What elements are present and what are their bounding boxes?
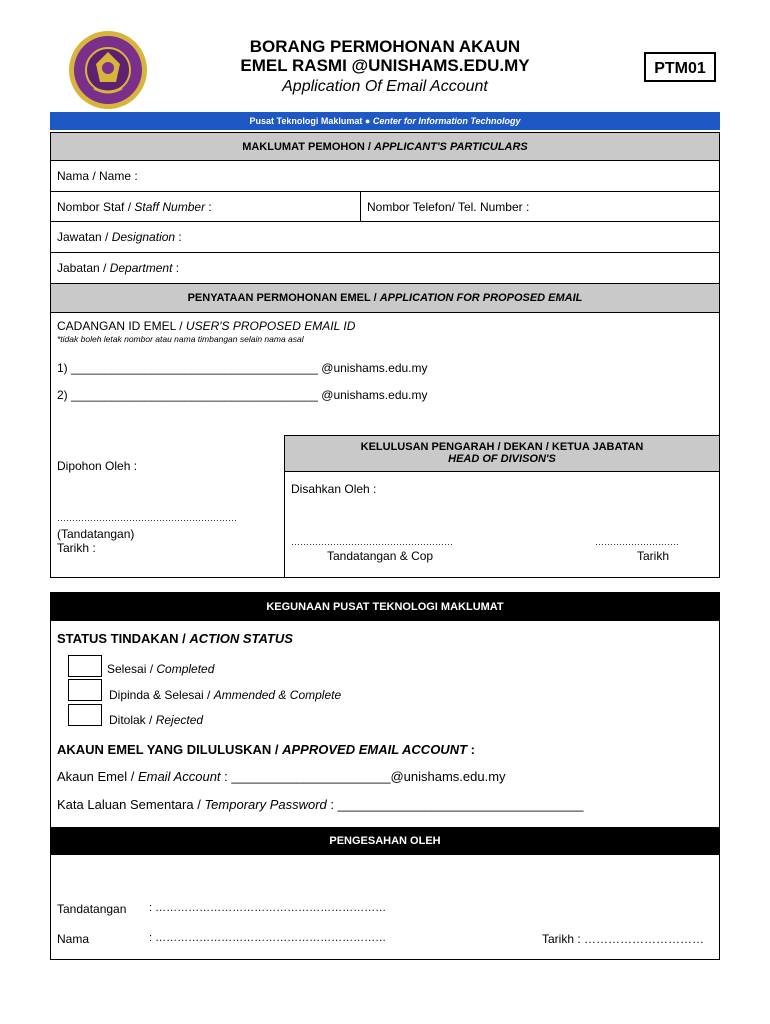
action-status-label bbox=[57, 631, 293, 646]
approver-signature-label: Tandatangan & Cop bbox=[327, 549, 434, 563]
approver-date-label: Tarikh bbox=[637, 549, 670, 563]
department-banner bbox=[50, 112, 720, 130]
status-label-english: ACTION STATUS bbox=[189, 631, 293, 646]
password-label-english: Temporary Password bbox=[204, 797, 327, 812]
email-account-value: : ______________________@unishams.edu.my bbox=[220, 769, 506, 784]
rejected-label-malay: Ditolak / bbox=[109, 713, 156, 727]
proposed-email-option-2[interactable]: 2) _____________________________________ @unishams.edu.my bbox=[57, 388, 428, 402]
verifier-date-field[interactable]: Tarikh : ………………………… bbox=[542, 932, 705, 946]
phone-number-field[interactable] bbox=[361, 192, 719, 222]
name-label: Nama / Name : bbox=[57, 169, 138, 183]
verifier-name-field[interactable]: : ……………………………………………………… bbox=[149, 932, 387, 944]
proposed-email-option-1[interactable]: 1) _____________________________________ @unishams.edu.my bbox=[57, 361, 428, 375]
form-title-line1: BORANG PERMOHONAN AKAUN bbox=[249, 37, 521, 56]
proposed-email-header bbox=[51, 284, 719, 313]
designation-suffix: : bbox=[175, 230, 182, 244]
completed-checkbox[interactable] bbox=[68, 655, 102, 677]
applicant-date-label: Tarikh : bbox=[57, 541, 96, 555]
completed-label-english: Completed bbox=[156, 662, 215, 676]
approver-date-line[interactable]: ………………………. bbox=[595, 537, 679, 547]
completed-label-malay: Selesai / bbox=[107, 662, 157, 676]
temporary-password-field[interactable] bbox=[57, 797, 583, 812]
verifier-signature-field[interactable]: : ……………………………………………………… bbox=[149, 902, 387, 914]
applicant-particulars-header bbox=[51, 133, 719, 161]
form-code: PTM01 bbox=[644, 52, 716, 82]
department-suffix: : bbox=[172, 261, 180, 275]
approval-heading-line1: KELULUSAN PENGARAH / DEKAN / KETUA JABATAN bbox=[360, 441, 644, 453]
password-value: : __________________________________ bbox=[326, 797, 584, 812]
designation-label-malay: Jawatan / bbox=[57, 230, 112, 244]
amended-label-english: Ammended & Complete bbox=[213, 688, 342, 702]
university-logo bbox=[68, 30, 148, 110]
status-label-malay: STATUS TINDAKAN / bbox=[57, 631, 190, 646]
phone-label: Nombor Telefon/ Tel. Number : bbox=[367, 200, 530, 214]
proposal-heading-english: APPLICATION FOR PROPOSED EMAIL bbox=[379, 292, 583, 304]
office-use-header: KEGUNAAN PUSAT TEKNOLOGI MAKLUMAT bbox=[51, 593, 719, 621]
completed-label bbox=[107, 662, 214, 676]
department-label-malay: Jabatan / bbox=[57, 261, 110, 275]
verification-header: PENGESAHAN OLEH bbox=[51, 827, 719, 855]
banner-malay: Pusat Teknologi Maklumat bbox=[249, 116, 363, 126]
email-account-label-english: Email Account bbox=[137, 769, 221, 784]
application-section bbox=[50, 132, 720, 578]
approved-account-label bbox=[57, 742, 475, 757]
designation-field[interactable] bbox=[51, 222, 719, 253]
approved-account-english: APPROVED EMAIL ACCOUNT bbox=[282, 742, 468, 757]
banner-english: Center for Information Technology bbox=[372, 116, 521, 126]
staff-label-suffix: : bbox=[205, 200, 212, 214]
applied-by-label: Dipohon Oleh : bbox=[57, 459, 138, 473]
approval-box bbox=[284, 435, 719, 577]
staff-label-english: Staff Number bbox=[134, 200, 206, 214]
staff-number-field[interactable] bbox=[51, 192, 361, 222]
amended-label-malay: Dipinda & Selesai / bbox=[109, 688, 214, 702]
staff-label-malay: Nombor Staf / bbox=[57, 200, 135, 214]
rejected-label bbox=[109, 713, 203, 727]
department-label-english: Department bbox=[109, 261, 173, 275]
applicant-signature-line[interactable]: …………………………………………………… bbox=[57, 513, 237, 523]
email-account-field[interactable] bbox=[57, 769, 506, 784]
rejected-label-english: Rejected bbox=[155, 713, 204, 727]
proposal-heading-malay: PENYATAAN PERMOHONAN EMEL / bbox=[187, 292, 380, 304]
approved-account-malay: AKAUN EMEL YANG DILULUSKAN / bbox=[57, 742, 283, 757]
proposal-note: *tidak boleh letak nombor atau nama timbangan selain nama asal bbox=[57, 334, 304, 344]
approval-header bbox=[285, 435, 719, 472]
banner-separator: ● bbox=[364, 116, 371, 126]
heading-english: APPLICANT'S PARTICULARS bbox=[374, 141, 528, 153]
amended-checkbox[interactable] bbox=[68, 679, 102, 701]
proposed-id-label bbox=[57, 319, 355, 333]
proposed-id-label-english: USER'S PROPOSED EMAIL ID bbox=[185, 319, 356, 333]
name-field[interactable] bbox=[51, 161, 719, 192]
proposed-id-label-malay: CADANGAN ID EMEL / bbox=[57, 319, 186, 333]
office-use-section bbox=[50, 592, 720, 960]
verifier-name-label: Nama bbox=[57, 932, 90, 946]
amended-label bbox=[109, 688, 341, 702]
rejected-checkbox[interactable] bbox=[68, 704, 102, 726]
applicant-signature-label: (Tandatangan) bbox=[57, 527, 135, 541]
approved-account-suffix: : bbox=[467, 742, 475, 757]
email-account-label-malay: Akaun Emel / bbox=[57, 769, 138, 784]
department-field[interactable] bbox=[51, 253, 719, 284]
approver-signature-line[interactable]: ……………………………………………… bbox=[291, 537, 453, 547]
password-label-malay: Kata Laluan Sementara / bbox=[57, 797, 205, 812]
form-subtitle: Application Of Email Account bbox=[282, 78, 488, 95]
form-title-line2: EMEL RASMI @UNISHAMS.EDU.MY bbox=[240, 56, 530, 75]
approval-heading-line2: HEAD OF DIVISON'S bbox=[448, 453, 556, 465]
designation-label-english: Designation bbox=[111, 230, 176, 244]
approved-by-label: Disahkan Oleh : bbox=[291, 482, 377, 496]
heading-malay: MAKLUMAT PEMOHON / bbox=[242, 141, 374, 153]
verifier-signature-label: Tandatangan bbox=[57, 902, 127, 916]
